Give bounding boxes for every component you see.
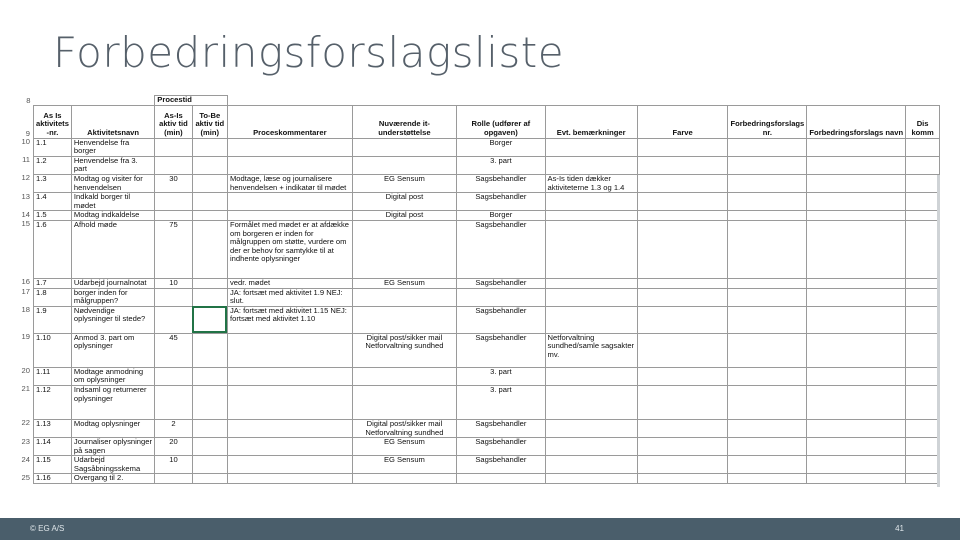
- column-header: Aktivitetsnavn: [71, 105, 154, 138]
- table-cell[interactable]: [728, 419, 807, 437]
- table-cell[interactable]: 1.7: [34, 278, 72, 288]
- table-cell[interactable]: [155, 138, 192, 156]
- table-cell[interactable]: [728, 438, 807, 456]
- table-cell[interactable]: [545, 288, 637, 306]
- table-cell[interactable]: [906, 419, 940, 437]
- column-header: Evt. bemærkninger: [545, 105, 637, 138]
- table-cell[interactable]: [192, 193, 227, 211]
- table-cell[interactable]: [906, 306, 940, 333]
- table-cell[interactable]: Indsaml og returnerer oplysninger: [71, 385, 154, 419]
- table-row: [10, 156, 940, 174]
- table-cell[interactable]: Formålet med mødet er at afdække om borgeren er inden for målgruppen om støtte, vurdere om der er behov for samtykke til at indhente oplysninger: [227, 220, 352, 278]
- table-cell[interactable]: 1.6: [34, 220, 72, 278]
- table-row: [10, 174, 940, 192]
- table-cell[interactable]: [906, 211, 940, 221]
- table-cell[interactable]: Journaliser oplysninger på sagen: [71, 438, 154, 456]
- table-cell[interactable]: Henvendelse fra 3. part: [71, 156, 154, 174]
- table-cell[interactable]: [728, 306, 807, 333]
- table-cell[interactable]: [352, 138, 457, 156]
- table-cell[interactable]: [352, 288, 457, 306]
- table-cell[interactable]: [728, 456, 807, 474]
- table-cell[interactable]: [807, 438, 906, 456]
- table-cell[interactable]: Henvendelse fra borger: [71, 138, 154, 156]
- table-cell[interactable]: [352, 385, 457, 419]
- table-cell[interactable]: 1.1: [34, 138, 72, 156]
- improvement-table: [10, 95, 940, 484]
- table-row: [10, 220, 940, 278]
- table-cell[interactable]: JA: fortsæt med aktivitet 1.15 NEJ: fortsæt med aktivitet 1.10: [227, 306, 352, 333]
- table-row: [10, 138, 940, 156]
- table-cell[interactable]: [192, 438, 227, 456]
- table-cell[interactable]: [637, 138, 728, 156]
- table-cell[interactable]: [545, 306, 637, 333]
- table-cell[interactable]: [637, 174, 728, 192]
- row-number[interactable]: 14: [10, 211, 34, 221]
- table-cell[interactable]: 1.9: [34, 306, 72, 333]
- table-cell[interactable]: 45: [155, 333, 192, 367]
- table-cell[interactable]: [728, 474, 807, 484]
- table-cell[interactable]: [457, 474, 545, 484]
- table-cell[interactable]: Modtag oplysninger: [71, 419, 154, 437]
- table-cell[interactable]: Sagsbehandler: [457, 419, 545, 437]
- table-cell[interactable]: [545, 220, 637, 278]
- column-header: Dis komm: [906, 105, 940, 138]
- table-cell[interactable]: [227, 333, 352, 367]
- table-cell[interactable]: [807, 333, 906, 367]
- table-cell[interactable]: [545, 456, 637, 474]
- column-header: As Is aktivitets -nr.: [34, 105, 72, 138]
- table-body: [10, 138, 940, 483]
- table-cell[interactable]: [906, 474, 940, 484]
- table-cell[interactable]: [906, 456, 940, 474]
- table-cell[interactable]: [906, 278, 940, 288]
- table-cell[interactable]: [155, 367, 192, 385]
- table-row: [10, 474, 940, 484]
- footer-bar: [0, 518, 960, 540]
- table-cell[interactable]: [807, 288, 906, 306]
- table-cell[interactable]: [192, 306, 227, 333]
- table-cell[interactable]: Udarbejd journalnotat: [71, 278, 154, 288]
- table-cell[interactable]: Overgang til 2.: [71, 474, 154, 484]
- table-cell[interactable]: 3. part: [457, 385, 545, 419]
- table-cell[interactable]: [728, 174, 807, 192]
- table-cell[interactable]: [227, 193, 352, 211]
- column-header: To-Be aktiv tid (min): [192, 105, 227, 138]
- table-cell[interactable]: [352, 220, 457, 278]
- table-cell[interactable]: Sagsbehandler: [457, 174, 545, 192]
- table-cell[interactable]: [227, 385, 352, 419]
- table-cell[interactable]: [807, 419, 906, 437]
- table-cell[interactable]: [192, 288, 227, 306]
- row-number[interactable]: 21: [10, 385, 34, 419]
- table-cell[interactable]: Sagsbehandler: [457, 438, 545, 456]
- table-cell[interactable]: [728, 193, 807, 211]
- table-cell[interactable]: [155, 193, 192, 211]
- table-cell[interactable]: [192, 333, 227, 367]
- table-row: [10, 419, 940, 437]
- table-cell[interactable]: Nødvendige oplysninger til stede?: [71, 306, 154, 333]
- table-cell[interactable]: [155, 385, 192, 419]
- table-cell[interactable]: Afhold møde: [71, 220, 154, 278]
- table-cell[interactable]: [906, 333, 940, 367]
- table-cell[interactable]: 1.13: [34, 419, 72, 437]
- table-cell[interactable]: Sagsbehandler: [457, 193, 545, 211]
- table-cell[interactable]: [906, 385, 940, 419]
- table-cell[interactable]: EG Sensum: [352, 438, 457, 456]
- table-cell[interactable]: 1.15: [34, 456, 72, 474]
- table-cell[interactable]: [155, 211, 192, 221]
- table-cell[interactable]: JA: fortsæt med aktivitet 1.9 NEJ: slut.: [227, 288, 352, 306]
- table-row: [10, 278, 940, 288]
- row-number[interactable]: 16: [10, 278, 34, 288]
- table-cell[interactable]: 1.4: [34, 193, 72, 211]
- table-cell[interactable]: Modtage, læse og journalisere henvendelsen + indikatør til mødet: [227, 174, 352, 192]
- table-cell[interactable]: [637, 193, 728, 211]
- row-number[interactable]: 23: [10, 438, 34, 456]
- table-cell[interactable]: Sagsbehandler: [457, 278, 545, 288]
- column-header: Rolle (udfører af opgaven): [457, 105, 545, 138]
- table-cell[interactable]: Sagsbehandler: [457, 456, 545, 474]
- table-row: [10, 193, 940, 211]
- table-cell[interactable]: [807, 278, 906, 288]
- table-cell[interactable]: 1.5: [34, 211, 72, 221]
- table-cell[interactable]: 1.8: [34, 288, 72, 306]
- scrollbar[interactable]: [937, 175, 940, 487]
- row-number[interactable]: 10: [10, 138, 34, 156]
- table-cell[interactable]: EG Sensum: [352, 278, 457, 288]
- table-cell[interactable]: [637, 438, 728, 456]
- row-number[interactable]: 17: [10, 288, 34, 306]
- table-cell[interactable]: 1.2: [34, 156, 72, 174]
- table-cell[interactable]: [807, 306, 906, 333]
- table-cell[interactable]: 1.3: [34, 174, 72, 192]
- column-header: Forbedringsforslags navn: [807, 105, 906, 138]
- table-cell[interactable]: [728, 138, 807, 156]
- table-cell[interactable]: [352, 367, 457, 385]
- table-cell[interactable]: Digital post/sikker mail Netforvaltning sundhed: [352, 333, 457, 367]
- table-cell[interactable]: [637, 211, 728, 221]
- table-cell[interactable]: [807, 474, 906, 484]
- table-cell[interactable]: [637, 474, 728, 484]
- table-cell[interactable]: [906, 174, 940, 192]
- table-cell[interactable]: 3. part: [457, 367, 545, 385]
- table-cell[interactable]: [192, 174, 227, 192]
- table-cell[interactable]: [728, 278, 807, 288]
- table-cell[interactable]: [545, 438, 637, 456]
- slide-title: Forbedringsforslagsliste: [53, 28, 565, 77]
- column-header: Farve: [637, 105, 728, 138]
- table-cell[interactable]: [807, 138, 906, 156]
- table-cell[interactable]: [728, 211, 807, 221]
- table-cell[interactable]: [457, 288, 545, 306]
- table-cell[interactable]: [807, 174, 906, 192]
- table-cell[interactable]: [637, 288, 728, 306]
- row-number[interactable]: 18: [10, 306, 34, 333]
- table-cell[interactable]: [807, 211, 906, 221]
- table-cell[interactable]: 1.12: [34, 385, 72, 419]
- table-cell[interactable]: [906, 138, 940, 156]
- column-header: Forbedringsforslags nr.: [728, 105, 807, 138]
- table-cell[interactable]: [807, 193, 906, 211]
- table-cell[interactable]: [545, 419, 637, 437]
- table-cell[interactable]: [906, 193, 940, 211]
- column-header: As-Is aktiv tid (min): [155, 105, 192, 138]
- table-row: [10, 367, 940, 385]
- table-cell[interactable]: 10: [155, 456, 192, 474]
- table-cell[interactable]: 1.14: [34, 438, 72, 456]
- table-cell[interactable]: [728, 156, 807, 174]
- row-number[interactable]: 15: [10, 220, 34, 278]
- table-cell[interactable]: [637, 220, 728, 278]
- table-cell[interactable]: [906, 438, 940, 456]
- row-number[interactable]: 24: [10, 456, 34, 474]
- table-cell[interactable]: Modtage anmodning om oplysninger: [71, 367, 154, 385]
- table-cell[interactable]: 1.11: [34, 367, 72, 385]
- table-cell[interactable]: Borger: [457, 138, 545, 156]
- table-cell[interactable]: [545, 278, 637, 288]
- proces-tid-header: Procestid: [155, 96, 228, 106]
- table-cell[interactable]: [637, 278, 728, 288]
- row-number[interactable]: 11: [10, 156, 34, 174]
- table-cell[interactable]: [807, 456, 906, 474]
- table-cell[interactable]: [227, 367, 352, 385]
- table-cell[interactable]: [227, 438, 352, 456]
- table-cell[interactable]: [545, 156, 637, 174]
- table-cell[interactable]: [155, 288, 192, 306]
- copyright-text: © EG A/S: [30, 524, 65, 533]
- table-cell[interactable]: [728, 385, 807, 419]
- table-cell[interactable]: [545, 474, 637, 484]
- column-header: Nuværende it-understøttelse: [352, 105, 457, 138]
- table-cell[interactable]: 10: [155, 278, 192, 288]
- table-cell[interactable]: [155, 306, 192, 333]
- table-cell[interactable]: [192, 456, 227, 474]
- table-cell[interactable]: Borger: [457, 211, 545, 221]
- table-cell[interactable]: [728, 288, 807, 306]
- row-number[interactable]: 8: [10, 96, 34, 106]
- row-number[interactable]: 25: [10, 474, 34, 484]
- table-cell[interactable]: 30: [155, 174, 192, 192]
- table-cell[interactable]: 1.10: [34, 333, 72, 367]
- row-number[interactable]: 19: [10, 333, 34, 367]
- table-row: [10, 306, 940, 333]
- table-cell[interactable]: [545, 385, 637, 419]
- table-cell[interactable]: [227, 138, 352, 156]
- table-cell[interactable]: [906, 220, 940, 278]
- table-cell[interactable]: [192, 156, 227, 174]
- table-cell[interactable]: [807, 156, 906, 174]
- table-cell[interactable]: Digital post: [352, 211, 457, 221]
- table-cell[interactable]: As-Is tiden dækker aktiviteterne 1.3 og 1.4: [545, 174, 637, 192]
- page-number: 41: [895, 524, 904, 533]
- table-cell[interactable]: [227, 419, 352, 437]
- table-cell[interactable]: [906, 156, 940, 174]
- table-row: [10, 456, 940, 474]
- table-cell[interactable]: [227, 474, 352, 484]
- table-cell[interactable]: [352, 156, 457, 174]
- table-cell[interactable]: Sagsbehandler: [457, 306, 545, 333]
- table-cell[interactable]: EG Sensum: [352, 174, 457, 192]
- table-cell[interactable]: Anmod 3. part om oplysninger: [71, 333, 154, 367]
- table-cell[interactable]: [637, 385, 728, 419]
- column-header: Proceskommentarer: [227, 105, 352, 138]
- table-cell[interactable]: [352, 474, 457, 484]
- table-cell[interactable]: 3. part: [457, 156, 545, 174]
- table-cell[interactable]: [192, 138, 227, 156]
- table-cell[interactable]: Digital post/sikker mail Netforvaltning sundhed: [352, 419, 457, 437]
- table-cell[interactable]: [637, 156, 728, 174]
- table-cell[interactable]: vedr. mødet: [227, 278, 352, 288]
- table-cell[interactable]: [192, 367, 227, 385]
- table-cell[interactable]: [637, 333, 728, 367]
- table-cell[interactable]: 20: [155, 438, 192, 456]
- table-cell[interactable]: [906, 367, 940, 385]
- table-cell[interactable]: [545, 138, 637, 156]
- table-cell[interactable]: 2: [155, 419, 192, 437]
- table-cell[interactable]: 1.16: [34, 474, 72, 484]
- header-row: [10, 105, 940, 138]
- table-cell[interactable]: [545, 211, 637, 221]
- row-number[interactable]: 9: [10, 105, 34, 138]
- row-number[interactable]: 13: [10, 193, 34, 211]
- table-cell[interactable]: [637, 367, 728, 385]
- table-cell[interactable]: [352, 306, 457, 333]
- table-row: [10, 385, 940, 419]
- table-cell[interactable]: [637, 306, 728, 333]
- table-cell[interactable]: [637, 456, 728, 474]
- table-cell[interactable]: borger inden for målgruppen?: [71, 288, 154, 306]
- table-cell[interactable]: [728, 333, 807, 367]
- table-cell[interactable]: [545, 367, 637, 385]
- table-cell[interactable]: Sagsbehandler: [457, 220, 545, 278]
- table-cell[interactable]: [545, 193, 637, 211]
- table-cell[interactable]: Modtag og visiter for henvendelsen: [71, 174, 154, 192]
- table-cell[interactable]: [192, 419, 227, 437]
- table-cell[interactable]: [637, 419, 728, 437]
- row-number[interactable]: 20: [10, 367, 34, 385]
- table-cell[interactable]: [728, 220, 807, 278]
- table-cell[interactable]: [155, 474, 192, 484]
- table-cell[interactable]: Sagsbehandler: [457, 333, 545, 367]
- table-cell[interactable]: [227, 211, 352, 221]
- table-cell[interactable]: Indkald borger til mødet: [71, 193, 154, 211]
- table-cell[interactable]: [192, 220, 227, 278]
- table-cell[interactable]: EG Sensum: [352, 456, 457, 474]
- row-number[interactable]: 12: [10, 174, 34, 192]
- spreadsheet: [10, 95, 940, 497]
- table-cell[interactable]: Digital post: [352, 193, 457, 211]
- table-cell[interactable]: [227, 156, 352, 174]
- table-row: [10, 438, 940, 456]
- table-cell[interactable]: Udarbejd Sagsåbningsskema: [71, 456, 154, 474]
- table-cell[interactable]: [807, 385, 906, 419]
- table-cell[interactable]: [807, 367, 906, 385]
- table-cell[interactable]: [807, 220, 906, 278]
- table-cell[interactable]: Modtag indkaldelse: [71, 211, 154, 221]
- table-row: [10, 333, 940, 367]
- table-cell[interactable]: [906, 288, 940, 306]
- table-row: [10, 211, 940, 221]
- table-cell[interactable]: Netforvaltning sundhed/samle sagsakter mv.: [545, 333, 637, 367]
- table-cell[interactable]: [192, 211, 227, 221]
- table-cell[interactable]: [192, 385, 227, 419]
- table-cell[interactable]: [192, 278, 227, 288]
- table-row: [10, 288, 940, 306]
- row-number[interactable]: 22: [10, 419, 34, 437]
- table-cell[interactable]: [155, 156, 192, 174]
- table-cell[interactable]: [728, 367, 807, 385]
- table-cell[interactable]: [192, 474, 227, 484]
- table-cell[interactable]: 75: [155, 220, 192, 278]
- table-cell[interactable]: [227, 456, 352, 474]
